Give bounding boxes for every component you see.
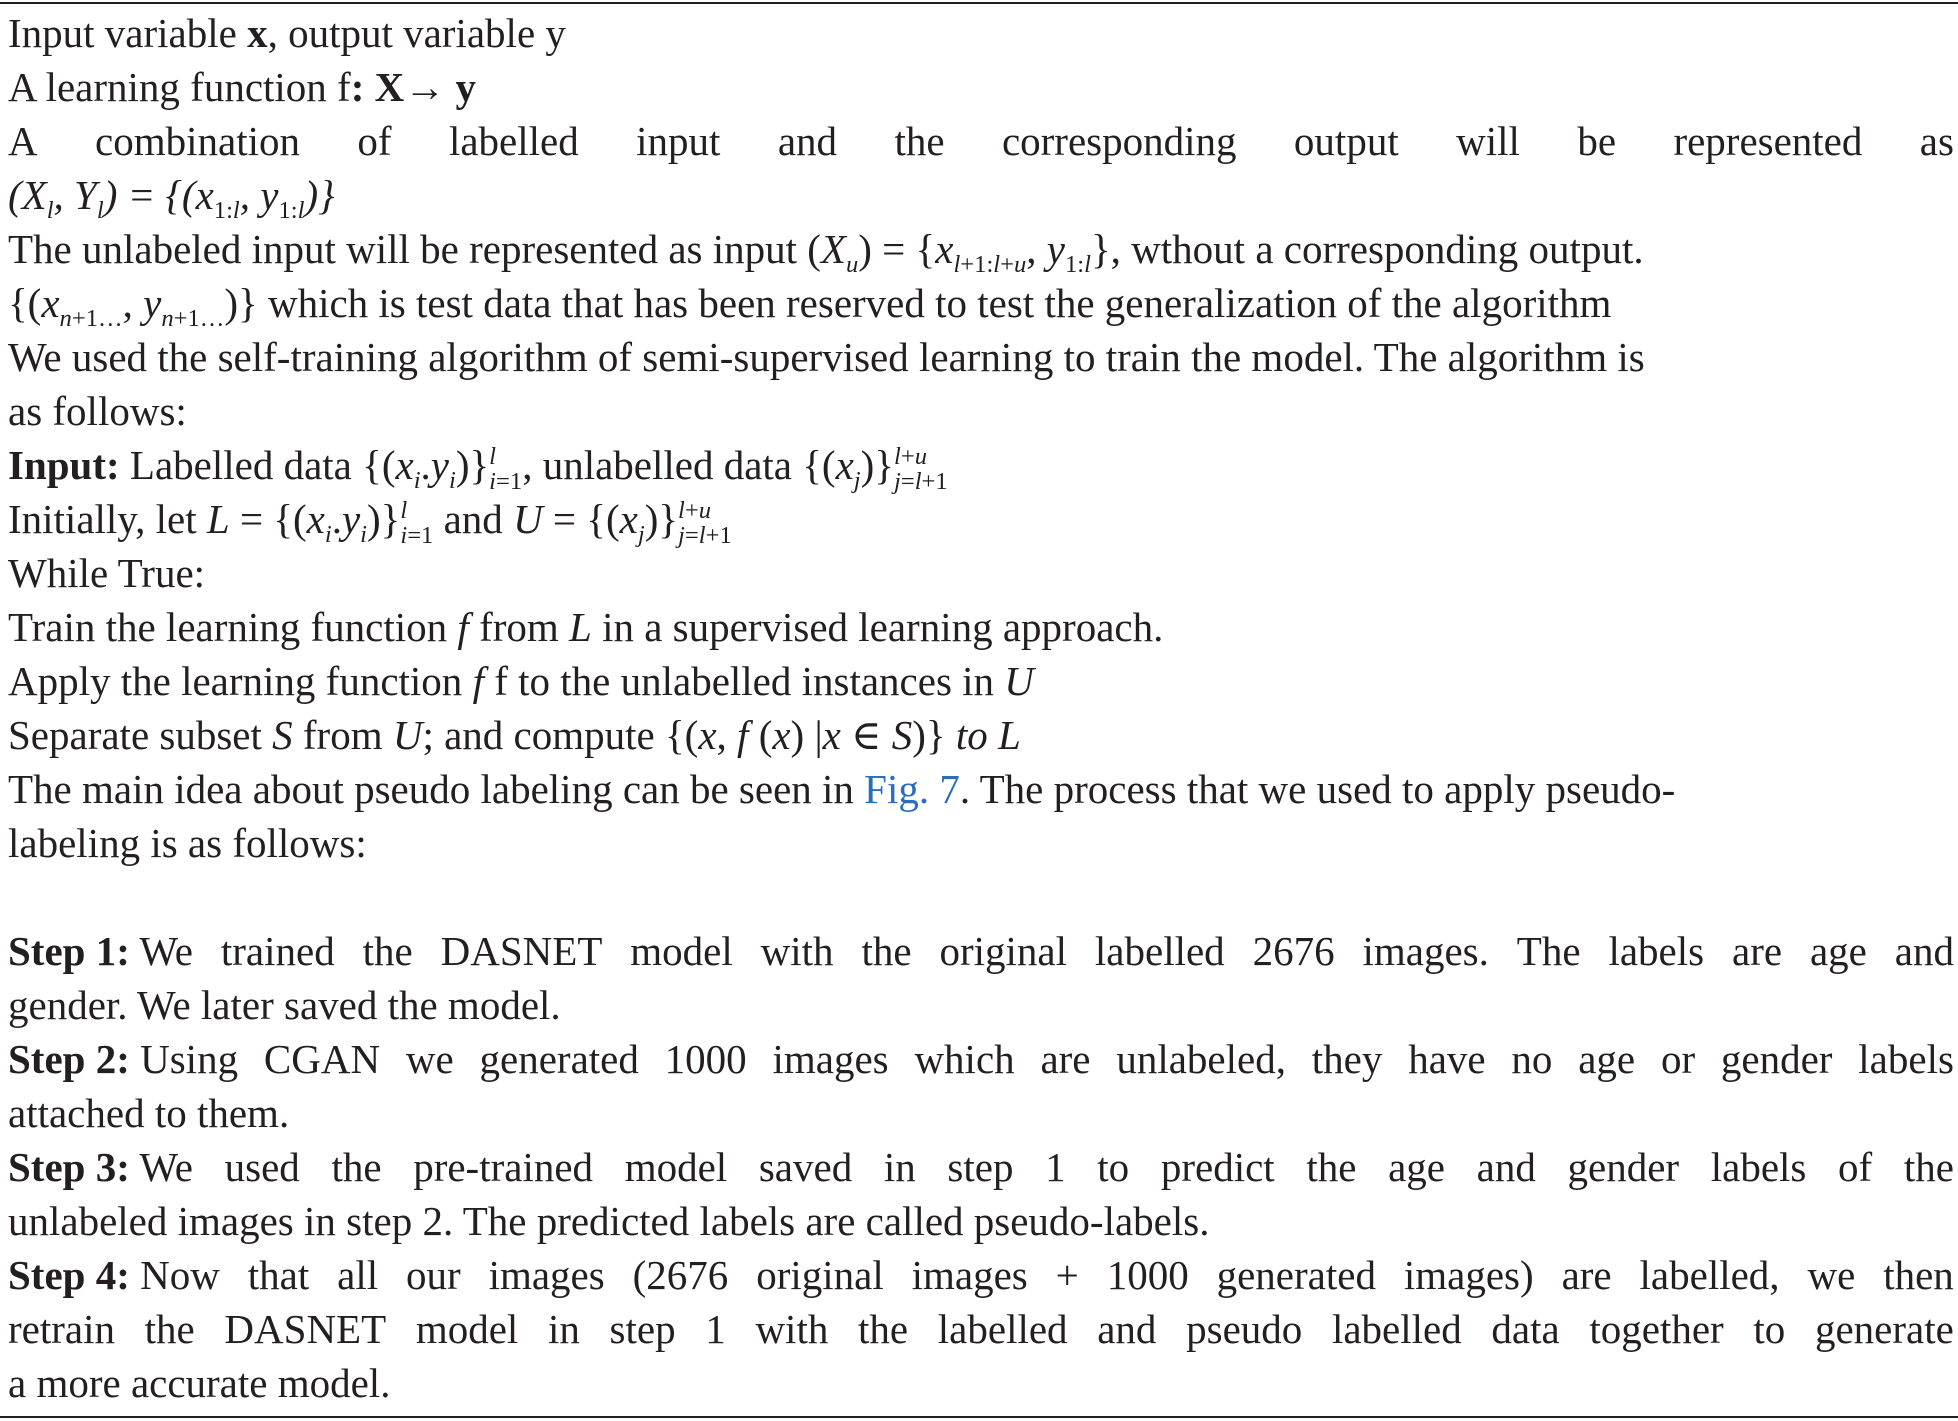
word: the — [894, 118, 945, 164]
word: are — [1732, 928, 1783, 974]
text: from — [468, 604, 570, 650]
line-self-training: We used the self-training algorithm of semi-supervised learning to train the model. The algorithm is — [8, 334, 1645, 380]
line-test-data — [8, 276, 1954, 333]
text: Apply the learning function — [8, 658, 473, 704]
word: DASNET — [440, 928, 603, 974]
word: original — [939, 928, 1067, 974]
text: . The process that we used to apply pseudo- — [959, 766, 1676, 812]
word: to — [1097, 1144, 1130, 1190]
step-3-continuation: unlabeled images in step 2. The predicted labels are called pseudo-labels. — [8, 1198, 1210, 1244]
word: which — [914, 1036, 1015, 1082]
word: our — [406, 1252, 461, 1298]
step-4-continuation — [8, 1302, 1954, 1356]
word: labels — [1710, 1144, 1807, 1190]
top-rule — [0, 2, 1958, 4]
word: we — [405, 1036, 454, 1082]
word: 1000 — [664, 1036, 747, 1082]
text: , unlabelled data — [522, 442, 803, 488]
line-labeling-follows: labeling is as follows: — [8, 820, 367, 866]
word: input — [636, 118, 721, 164]
line-separate — [8, 708, 1954, 762]
line-algorithm-input — [8, 438, 1954, 495]
word: the — [1306, 1144, 1357, 1190]
math: U — [392, 712, 423, 758]
word: and — [777, 118, 838, 164]
word: images — [911, 1252, 1028, 1298]
word: and — [1476, 1144, 1536, 1190]
word: as — [1919, 118, 1954, 164]
word: and — [1097, 1306, 1157, 1352]
word: the — [144, 1306, 195, 1352]
word: step — [609, 1306, 676, 1352]
step-label: Step 1: — [8, 928, 130, 974]
word: in — [883, 1144, 916, 1190]
word: the — [861, 928, 912, 974]
spacer — [8, 870, 1954, 924]
word: represented — [1673, 118, 1863, 164]
text: Train the learning function — [8, 604, 458, 650]
line-unlabeled-input — [8, 222, 1954, 279]
text: f to the unlabelled instances in — [483, 658, 1005, 704]
word: 1 — [1045, 1144, 1066, 1190]
line-input-variable — [8, 6, 1954, 60]
line-combination — [8, 114, 1954, 168]
line-apply — [8, 654, 1954, 708]
line-learning-function — [8, 60, 1954, 114]
word: age — [1388, 1144, 1445, 1190]
word: 1000 — [1106, 1252, 1189, 1298]
word: of — [357, 118, 392, 164]
word: model — [415, 1306, 519, 1352]
word: with — [755, 1306, 829, 1352]
text: Separate subset — [8, 712, 273, 758]
math: {($x_{n+1\dots}$, $y_{n+1\dots}$)} — [8, 280, 258, 333]
step-3 — [8, 1140, 1954, 1194]
math: $U = \{(x_j)\}l+u$ j=l+1 — [513, 496, 732, 549]
word: together — [1589, 1306, 1724, 1352]
math: $L = \{(x_i.y_i)\}l$ i=1 — [206, 496, 434, 549]
word: CGAN — [263, 1036, 381, 1082]
text: which is test data that has been reserved to test the generalization of the algorithm — [257, 280, 1612, 326]
word: be — [1577, 118, 1617, 164]
word: we — [1807, 1252, 1856, 1298]
word: the — [1903, 1144, 1954, 1190]
step-head: Step 1: We — [8, 928, 193, 974]
word: all — [337, 1252, 379, 1298]
math: f — [472, 658, 484, 704]
figure-link[interactable]: Fig. 7 — [864, 766, 960, 812]
word: pseudo — [1186, 1306, 1303, 1352]
word: in — [547, 1306, 580, 1352]
word: unlabeled, — [1116, 1036, 1286, 1082]
math: ($X_l$, $Y_l) = \{(x_{1:l}$, $y_{1:l}$)} — [8, 172, 335, 225]
line-as-follows: as follows: — [8, 388, 187, 434]
word: and — [1894, 928, 1954, 974]
word: age — [1809, 928, 1867, 974]
step-label: Step 3: — [8, 1144, 130, 1190]
word: model — [624, 1144, 728, 1190]
step-label: Step 2: — [8, 1036, 130, 1082]
bold-mapping: : X→ y — [350, 64, 476, 110]
word: generated — [479, 1036, 639, 1082]
word: have — [1408, 1036, 1486, 1082]
word: labels — [1608, 928, 1705, 974]
word: no — [1511, 1036, 1553, 1082]
step-4-continuation: a more accurate model. — [8, 1360, 391, 1406]
word: images. — [1362, 928, 1489, 974]
math: $\{(x_i.y_i)\}l$ i=1 — [362, 442, 523, 495]
word: or — [1660, 1036, 1696, 1082]
word: gender — [1567, 1144, 1680, 1190]
word: labelled, — [1639, 1252, 1780, 1298]
word: that — [247, 1252, 310, 1298]
word: combination — [95, 118, 300, 164]
text: and — [433, 496, 514, 542]
word: are — [1561, 1252, 1612, 1298]
word: will — [1456, 118, 1520, 164]
word: corresponding — [1001, 118, 1237, 164]
math: {(x, f (x) |x ∈ S)} to L — [664, 712, 1021, 758]
word: saved — [758, 1144, 853, 1190]
word: then — [1883, 1252, 1954, 1298]
line-initially — [8, 492, 1954, 549]
text: Labelled data — [119, 442, 363, 488]
text: from — [292, 712, 393, 758]
word: trained — [220, 928, 335, 974]
word: labelled — [1094, 928, 1225, 974]
algorithm-box — [8, 6, 1954, 1410]
line-while-true: While True: — [8, 550, 206, 596]
word: generate — [1814, 1306, 1954, 1352]
word: data — [1491, 1306, 1560, 1352]
step-1-continuation: gender. We later saved the model. — [8, 982, 561, 1028]
text: , wthout a corresponding output. — [1110, 226, 1644, 272]
step-head: Step 4: Now — [8, 1252, 220, 1298]
word: gender — [1720, 1036, 1833, 1082]
bold-input-label: Input: — [8, 442, 120, 488]
step-label: Step 4: — [8, 1252, 130, 1298]
word: images — [488, 1252, 605, 1298]
word: are — [1040, 1036, 1091, 1082]
word: of — [1838, 1144, 1873, 1190]
text: in a supervised learning approach. — [591, 604, 1164, 650]
word: labelled — [1331, 1306, 1462, 1352]
word: retrain — [8, 1306, 115, 1352]
word: labelled — [448, 118, 579, 164]
step-head: Step 2: Using — [8, 1036, 239, 1082]
step-4 — [8, 1248, 1954, 1302]
text: The unlabeled input will be represented as input — [8, 226, 808, 272]
step-head: Step 3: We — [8, 1144, 193, 1190]
bold-x: x — [247, 10, 268, 56]
word: labels — [1858, 1036, 1954, 1082]
word: used — [224, 1144, 300, 1190]
line-main-idea — [8, 762, 1954, 816]
word: model — [630, 928, 733, 974]
word: with — [760, 928, 834, 974]
word: generated — [1216, 1252, 1376, 1298]
step-2 — [8, 1032, 1954, 1086]
word: 2676 — [1252, 928, 1335, 974]
step-2-continuation: attached to them. — [8, 1090, 290, 1136]
math: $\{(x_j)\}l+u$ j=l+1 — [802, 442, 948, 495]
text: A learning function f — [8, 64, 351, 110]
text: ; and compute — [422, 712, 665, 758]
text: Input variable — [8, 10, 248, 56]
word: the — [858, 1306, 909, 1352]
text: The main idea about pseudo labeling can be seen in — [8, 766, 865, 812]
word: pre-trained — [413, 1144, 594, 1190]
math: U — [1004, 658, 1034, 704]
word: images — [772, 1036, 889, 1082]
word: predict — [1160, 1144, 1275, 1190]
step-1 — [8, 924, 1954, 978]
word: (2676 — [632, 1252, 729, 1298]
word: The — [1516, 928, 1581, 974]
word: the — [362, 928, 413, 974]
word: output — [1293, 118, 1399, 164]
word: DASNET — [224, 1306, 387, 1352]
math: S — [272, 712, 293, 758]
word: A — [8, 118, 38, 164]
word: original — [756, 1252, 884, 1298]
line-train — [8, 600, 1954, 654]
text: Initially, let — [8, 496, 207, 542]
line-labelled-set-formula — [8, 168, 1954, 225]
steps-list — [8, 924, 1954, 1410]
word: images) — [1403, 1252, 1534, 1298]
word: the — [331, 1144, 382, 1190]
word: + — [1055, 1252, 1079, 1298]
word: to — [1753, 1306, 1786, 1352]
math: f — [457, 604, 469, 650]
word: labelled — [937, 1306, 1068, 1352]
math: L — [569, 604, 592, 650]
math: $(X_u) = \{x_{l+1:l+u}$, $y_{1:l}$} — [807, 226, 1111, 279]
word: they — [1311, 1036, 1383, 1082]
word: 1 — [705, 1306, 726, 1352]
text: , output variable y — [267, 10, 566, 56]
word: age — [1578, 1036, 1636, 1082]
word: step — [947, 1144, 1014, 1190]
bottom-rule — [0, 1416, 1958, 1418]
